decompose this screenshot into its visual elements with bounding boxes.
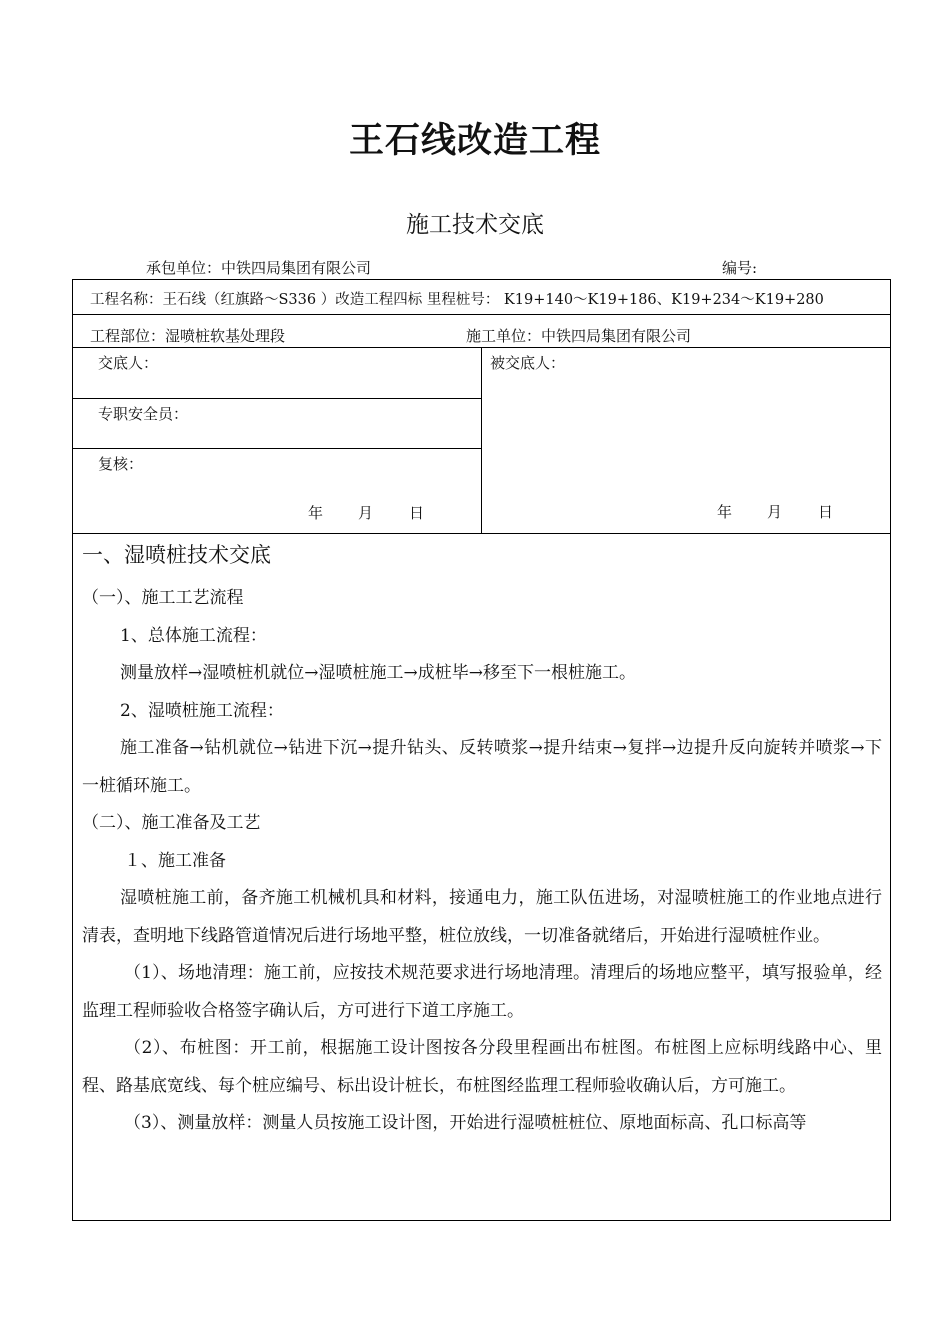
step-heading: 2、湿喷桩施工流程： (120, 700, 284, 721)
table-row-divider (72, 314, 891, 315)
subsection-heading: （二）、施工准备及工艺 (82, 813, 261, 833)
recipient-label: 被交底人： (490, 354, 566, 372)
paragraph: 测量放样→湿喷桩机就位→湿喷桩施工→成桩毕→移至下一根桩施工。 (120, 663, 636, 683)
paragraph: （3）、测量放样：测量人员按施工设计图，开始进行湿喷桩桩位、原地面标高、孔口标高等 (124, 1113, 807, 1133)
table-column-divider (481, 347, 482, 533)
disclosure-content (82, 538, 882, 1143)
date-month: 月 (358, 504, 374, 522)
date-month: 月 (767, 503, 783, 521)
table-border-bottom (72, 1220, 891, 1221)
construction-unit: 施工单位：中铁四局集团有限公司 (466, 327, 692, 345)
date-day: 日 (409, 504, 425, 522)
step-heading: 1、总体施工流程： (120, 625, 267, 646)
project-name: 工程名称：王石线（红旗路～S336 ）改造工程四标 里程桩号： K19+140～K19+186、K19+234～K19+280 (90, 292, 824, 308)
project-part: 工程部位：湿喷桩软基处理段 (90, 327, 286, 345)
step-heading: １、施工准备 (124, 850, 226, 871)
discloser-label: 交底人： (98, 354, 159, 372)
date-day: 日 (818, 503, 834, 521)
number-label: 编号: (722, 259, 758, 277)
right-date (717, 501, 833, 522)
subsection-heading: （一）、施工工艺流程 (82, 588, 244, 608)
section-heading: 一、湿喷桩技术交底 (82, 543, 271, 567)
table-row-divider (72, 448, 481, 449)
table-border-right (890, 279, 891, 1221)
paragraph: 施工准备→钻机就位→钻进下沉→提升钻头、反转喷浆→提升结束→复拌→边提升反向旋转并喷浆→下一桩循环施工。 (82, 738, 882, 796)
table-row-divider (72, 533, 891, 534)
paragraph: （1）、场地清理：施工前，应按技术规范要求进行场地清理。清理后的场地应整平，填写报验单，经监理工程师验收合格签字确认后，方可进行下道工序施工。 (82, 963, 882, 1021)
paragraph: 湿喷桩施工前，备齐施工机械机具和材料，接通电力，施工队伍进场，对湿喷桩施工的作业地点进行清表，查明地下线路管道情况后进行场地平整，桩位放线，一切准备就绪后，开始进行湿喷桩作业。 (82, 888, 882, 946)
date-year: 年 (308, 504, 324, 522)
table-border-left (72, 279, 73, 1221)
table-row-divider (72, 398, 481, 399)
reviewer-label: 复核： (98, 455, 144, 473)
table-border-top (72, 279, 891, 280)
document-subtitle: 施工技术交底 (406, 212, 544, 238)
paragraph: （2）、布桩图：开工前，根据施工设计图按各分段里程画出布桩图。布桩图上应标明线路中心、里程、路基底宽线、每个桩应编号、标出设计桩长，布桩图经监理工程师验收确认后，方可施工。 (82, 1038, 882, 1096)
document-title: 王石线改造工程 (348, 121, 601, 161)
safety-officer-label: 专职安全员： (98, 405, 189, 423)
left-date (308, 502, 424, 523)
contractor-label: 承包单位：中铁四局集团有限公司 (146, 259, 372, 277)
date-year: 年 (717, 503, 733, 521)
